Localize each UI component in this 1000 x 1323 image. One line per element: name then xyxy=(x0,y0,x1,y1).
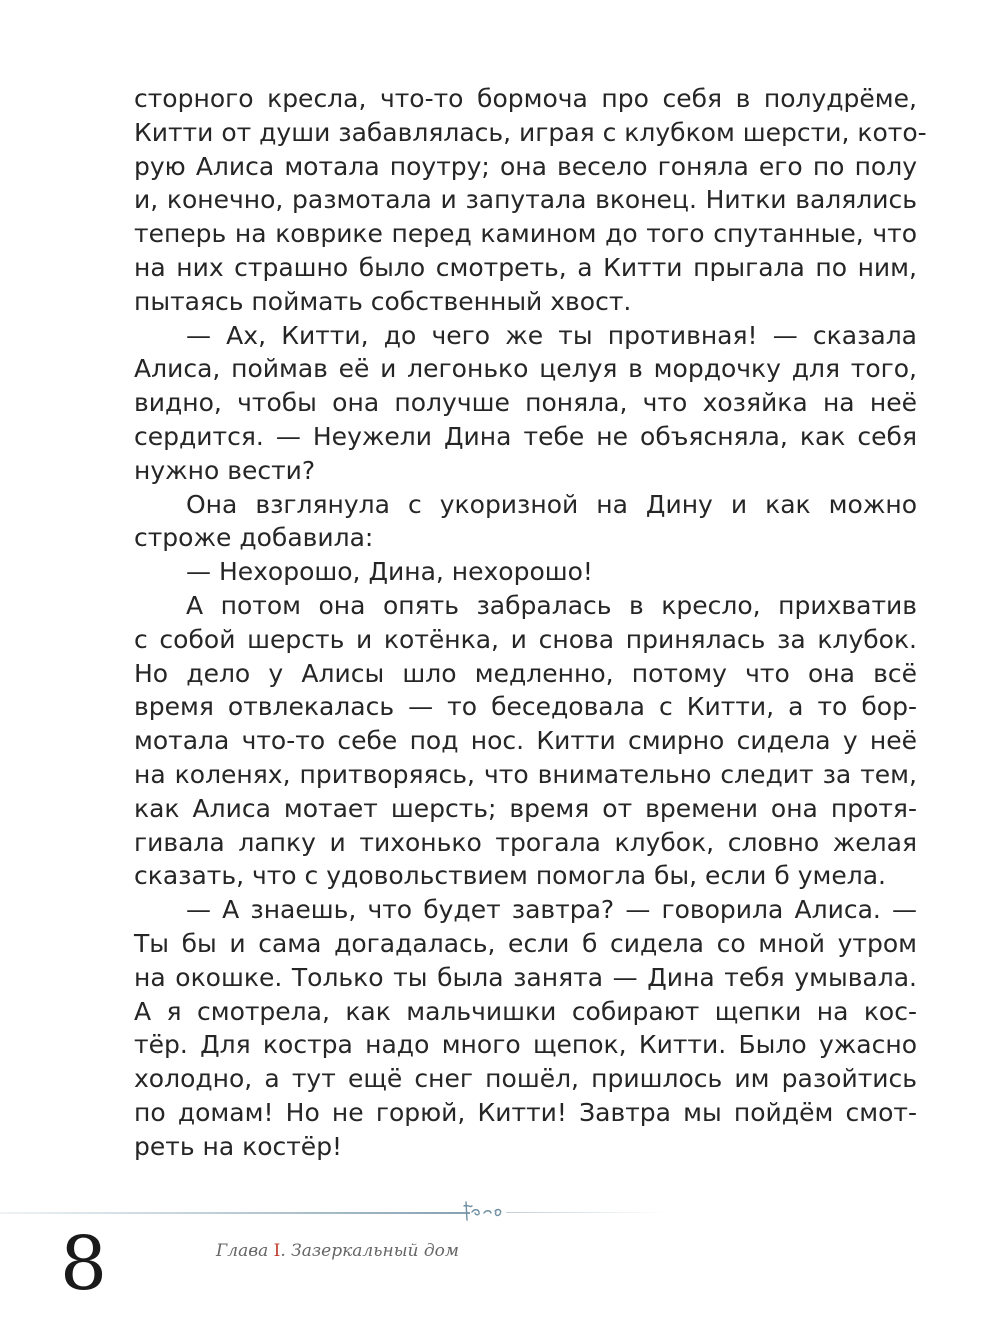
text-line: и, конечно, размотала и запутала вконец. Нитки валялись xyxy=(134,185,917,215)
text-line: Китти от души забавлялась, играя с клубком шерсти, кото- xyxy=(134,117,927,147)
text-line: Алиса, поймав её и легонько целуя в мордочку для того, xyxy=(134,354,917,384)
running-head xyxy=(216,1239,459,1263)
text-line: с собой шерсть и котёнка, и снова принялась за клубок. xyxy=(134,624,917,654)
text-line: нужно вести? xyxy=(134,455,316,485)
page-number: 8 xyxy=(60,1221,108,1307)
text-line: сторного кресла, что-то бормоча про себя в полудрёме, xyxy=(134,84,917,113)
text-line: — Ах, Китти, до чего же ты противная! — сказала xyxy=(186,320,917,350)
text-line: на окошке. Только ты была занята — Дина тебя умывала. xyxy=(134,962,917,992)
text-line: Но дело у Алисы шло медленно, потому что она всё xyxy=(134,658,917,688)
text-line: как Алиса мотает шерсть; время от времени она протя- xyxy=(134,793,917,823)
text-line: реть на костёр! xyxy=(134,1131,343,1161)
text-line: мотала что-то себе под нос. Китти смирно сидела у неё xyxy=(134,726,917,756)
text-line: Ты бы и сама догадалась, если б сидела со мной утром xyxy=(134,928,917,958)
text-line: на них страшно было смотреть, а Китти прыгала по ним, xyxy=(134,252,917,282)
footer-rule-fade xyxy=(506,1212,666,1213)
text-line: холодно, а тут ещё снег пошёл, пришлось им разойтись xyxy=(134,1064,917,1094)
text-line: рую Алиса мотала поутру; она весело гоняла его по полу xyxy=(134,151,917,181)
text-line: гивала лапку и тихонько трогала клубок, словно желая xyxy=(134,827,917,857)
text-line: на коленях, притворяясь, что внимательно следит за тем, xyxy=(134,759,917,789)
ornament-icon xyxy=(462,1196,508,1226)
text-line: — А знаешь, что будет завтра? — говорила Алиса. — xyxy=(186,895,917,925)
text-line: сказать, что с удовольствием помогла бы, если б умела. xyxy=(134,861,887,891)
text-line: по домам! Но не горюй, Китти! Завтра мы пойдём смот- xyxy=(134,1097,917,1127)
body-text xyxy=(134,82,927,1164)
text-line: видно, чтобы она получше поняла, что хозяйка на неё xyxy=(134,388,917,418)
text-line: строже добавила: xyxy=(134,523,374,553)
chapter-numeral: I xyxy=(273,1241,281,1261)
footer-rule xyxy=(0,1212,470,1214)
text-line: А я смотрела, как мальчишки собирают щепки на кос- xyxy=(134,996,917,1026)
text-line: пытаясь поймать собственный хвост. xyxy=(134,286,632,316)
text-line: сердится. — Неужели Дина тебе не объясняла, как себя xyxy=(134,421,917,451)
running-head-prefix: Глава xyxy=(216,1241,274,1261)
text-line: — Нехорошо, Дина, нехорошо! xyxy=(186,557,593,587)
running-head-title: . Зазеркальный дом xyxy=(280,1241,459,1261)
text-line: Она взглянула с укоризной на Дину и как можно xyxy=(186,489,917,519)
text-line: теперь на коврике перед камином до того спутанные, что xyxy=(134,219,917,249)
text-line: время отвлекалась — то беседовала с Китти, а то бор- xyxy=(134,692,917,722)
text-line: тёр. Для костра надо много щепок, Китти. Было ужасно xyxy=(134,1030,917,1060)
text-line: А потом она опять забралась в кресло, прихватив xyxy=(186,590,917,620)
